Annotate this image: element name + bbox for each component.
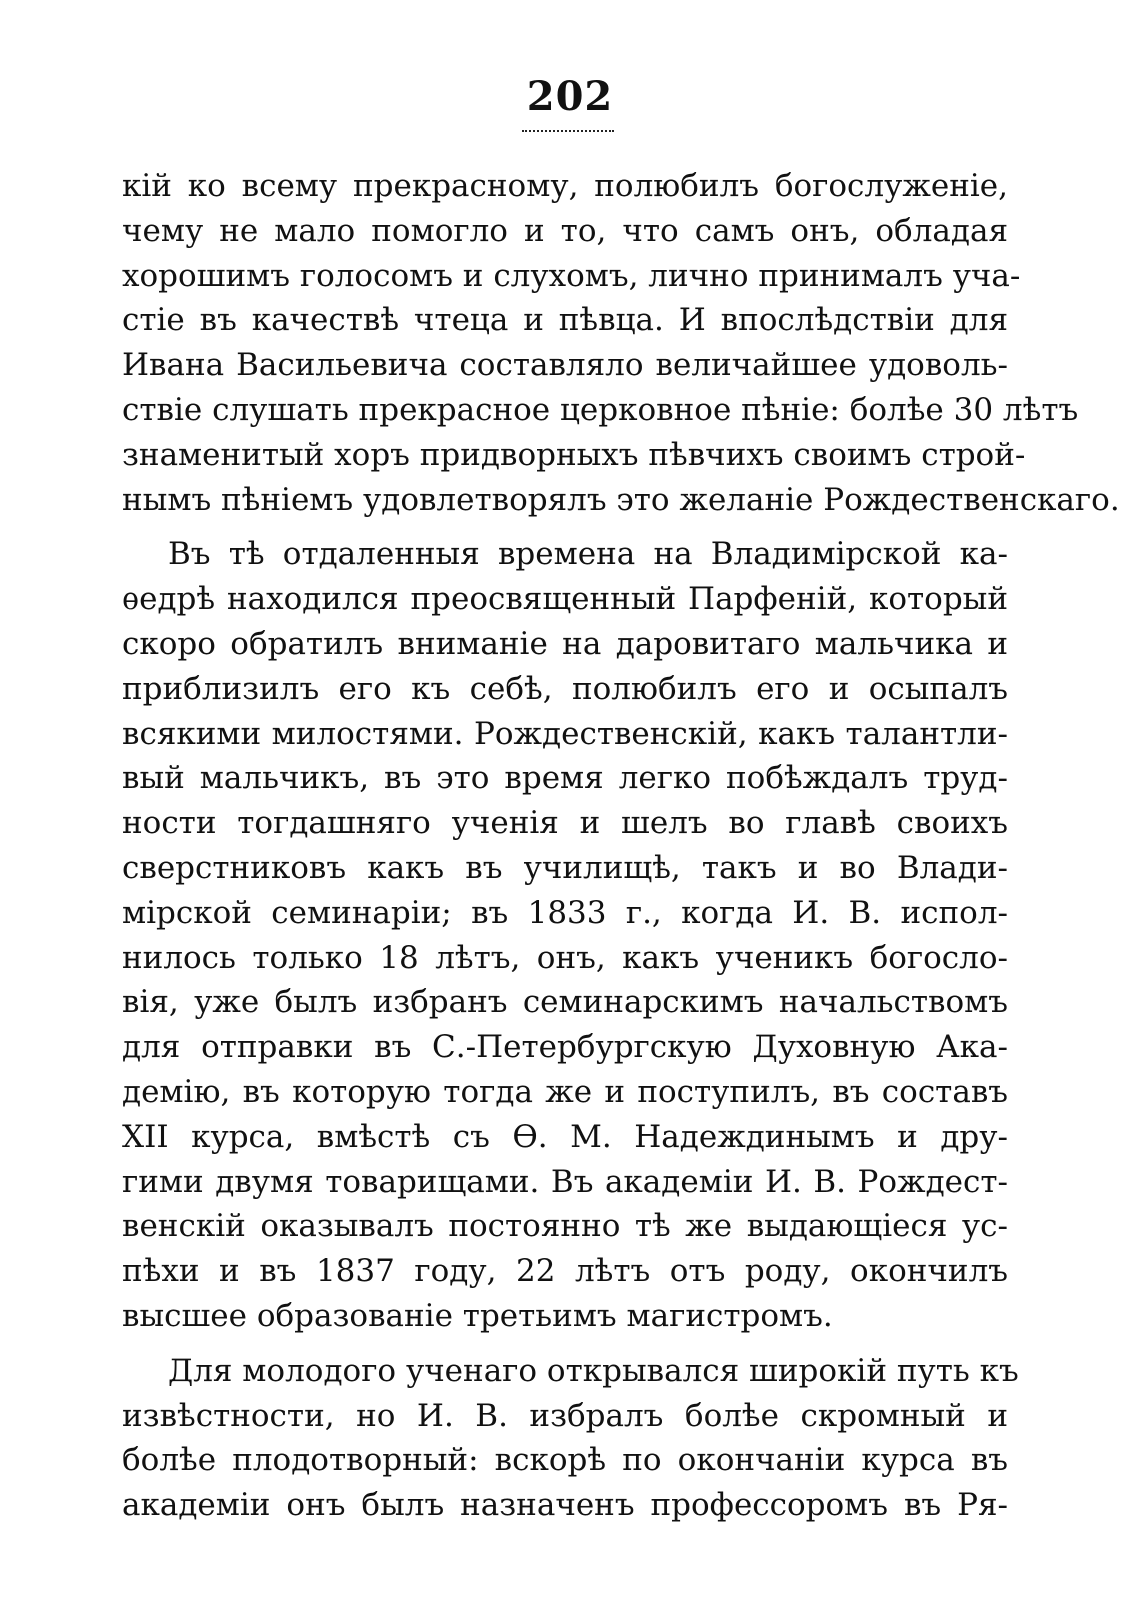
text-line: венскій оказывалъ постоянно тѣ же выдающіеся ус- [122,1208,1008,1245]
text-line: демію, въ которую тогда же и поступилъ, въ составъ [122,1073,1008,1110]
text-line: вія, уже былъ избранъ семинарскимъ начальствомъ [122,984,1008,1021]
text-line: приблизилъ его къ себѣ, полюбилъ его и осыпалъ [122,670,1008,707]
text-line: знаменитый хоръ придворныхъ пѣвчихъ своимъ строй- [122,436,1026,473]
text-line: ствіе слушать прекрасное церковное пѣніе: болѣе 30 лѣтъ [122,391,1079,428]
text-line: сверстниковъ какъ въ училищѣ, такъ и во Влади- [122,849,1008,886]
text-line: высшее образованіе третьимъ магистромъ. [122,1297,833,1334]
text-line: гими двумя товарищами. Въ академіи И. В. Рождест- [122,1163,1008,1200]
text-line: болѣе плодотворный: вскорѣ по окончаніи курса въ [122,1442,1008,1479]
text-line: академіи онъ былъ назначенъ профессоромъ въ Ря- [122,1487,1008,1524]
text-line: хорошимъ голосомъ и слухомъ, лично принималъ уча- [122,257,1021,294]
text-line: кій ко всему прекрасному, полюбилъ богослуженіе, [122,168,1008,204]
text-line: нилось только 18 лѣтъ, онъ, какъ ученикъ богосло- [122,939,1008,976]
text-line: стіе въ качествѣ чтеца и пѣвца. И впослѣдствіи для [122,302,1008,339]
text-line: Ивана Васильевича составляло величайшее удоволь- [122,347,1008,384]
text-line: Въ тѣ отдаленныя времена на Владимірской ка- [168,536,1008,573]
text-line: вый мальчикъ, въ это время легко побѣждалъ труд- [122,760,1008,797]
text-line: чему не мало помогло и то, что самъ онъ, обладая [122,212,1008,249]
body-text [122,164,1120,1528]
text-line: скоро обратилъ вниманіе на даровитаго мальчика и [122,625,1008,662]
text-line: мірской семинаріи; въ 1833 г., когда И. В. испол- [122,894,1008,931]
paragraph-3 [122,1349,1019,1528]
text-line: для отправки въ С.-Петербургскую Духовную Ака- [122,1029,1008,1066]
text-line: XII курса, вмѣстѣ съ Ѳ. М. Надеждинымъ и дру- [122,1118,1008,1155]
page-number: 202 [526,73,614,120]
text-line: всякими милостями. Рождественскій, какъ талантли- [122,715,1008,752]
paragraph-2 [122,532,1008,1338]
text-line: ѳедрѣ находился преосвященный Парфеній, который [122,581,1008,618]
paragraph-1 [122,164,1120,522]
text-line: нымъ пѣніемъ удовлетворялъ это желаніе Рождественскаго. [122,481,1120,518]
text-line: ности тогдашняго ученія и шелъ во главѣ своихъ [122,805,1008,842]
text-line: извѣстности, но И. В. избралъ болѣе скромный и [122,1397,1008,1434]
text-line: пѣхи и въ 1837 году, 22 лѣтъ отъ роду, окончилъ [122,1253,1008,1290]
text-line: Для молодого ученаго открывался широкій путь къ [168,1352,1019,1389]
page-number-rule [522,130,614,132]
